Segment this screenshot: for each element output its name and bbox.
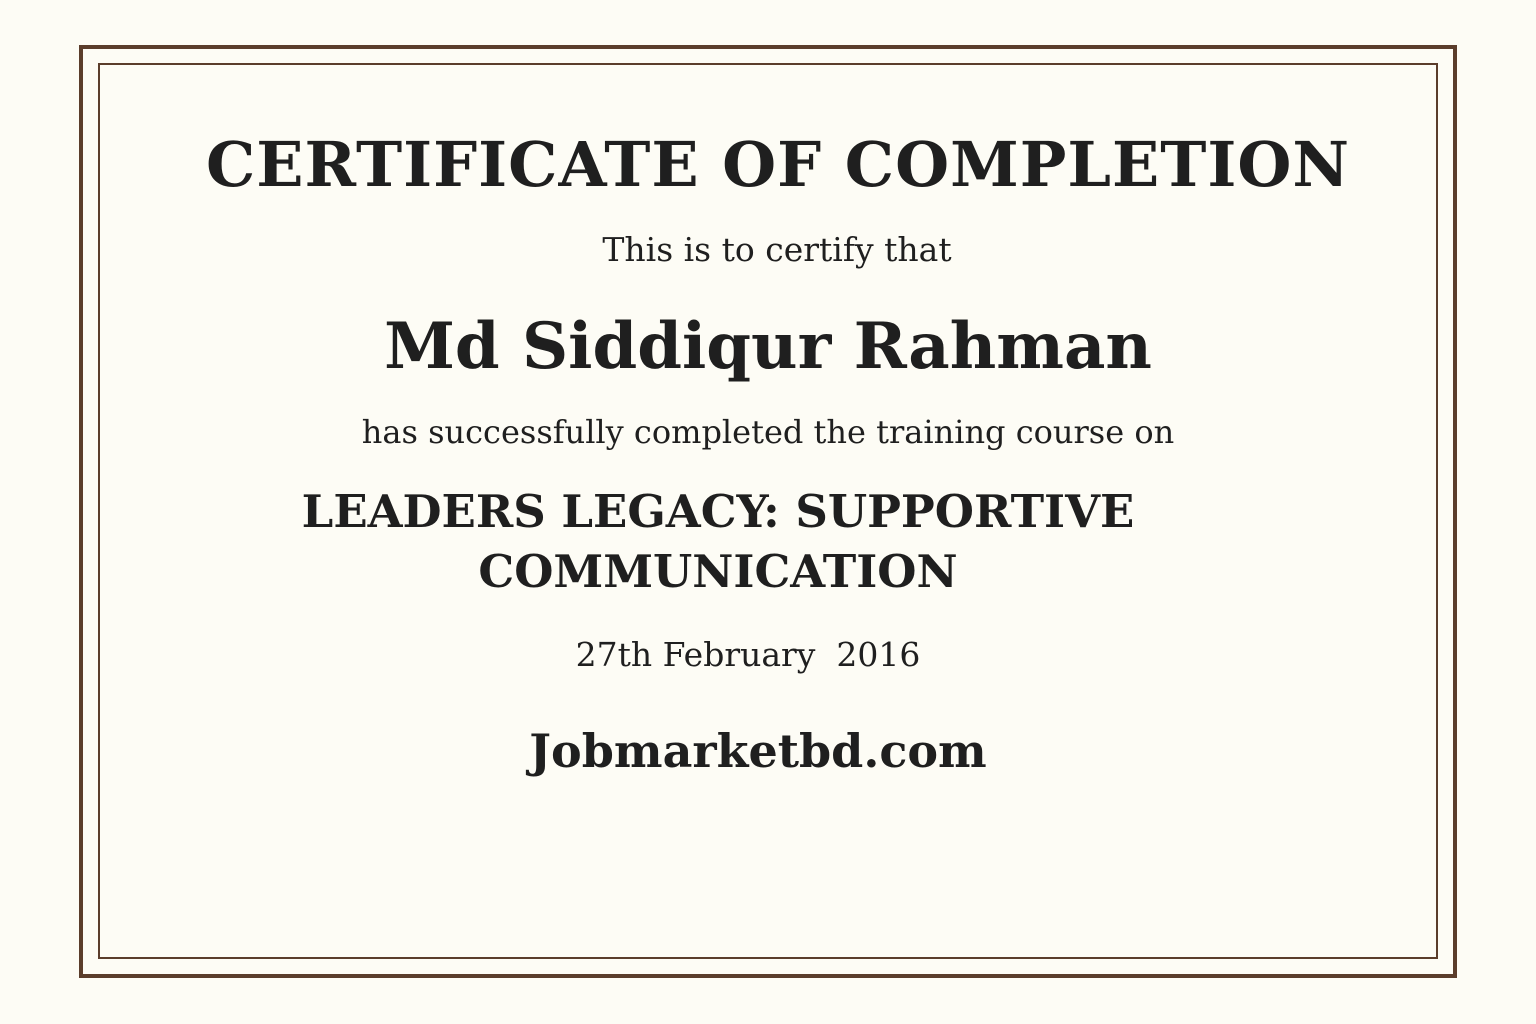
course-title-line-1: LEADERS LEGACY: SUPPORTIVE [301, 485, 1135, 538]
completion-statement: has successfully completed the training course on [361, 413, 1175, 451]
recipient-name: Md Siddiqur Rahman [384, 309, 1152, 384]
completion-date: 27th February 2016 [575, 635, 921, 674]
course-title [0, 482, 1536, 602]
issuer-website: Jobmarketbd.com [529, 724, 987, 778]
intro-text: This is to certify that [602, 230, 952, 269]
course-title-line-2: COMMUNICATION [478, 545, 958, 598]
certificate-title: CERTIFICATE OF COMPLETION [205, 128, 1351, 201]
